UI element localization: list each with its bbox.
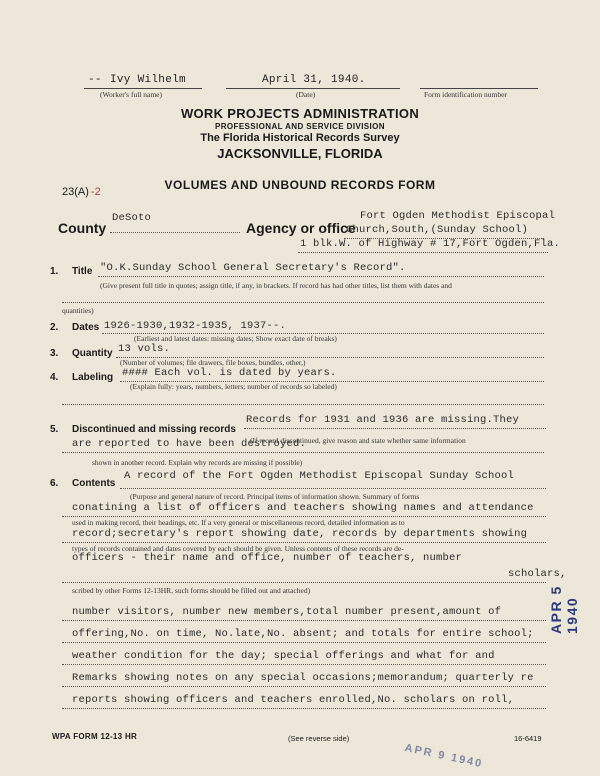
contents-value-head: A record of the Fort Ogden Methodist Episcopal Sunday School [124,470,515,482]
county-underline [110,232,240,233]
discontinued-value-1: Records for 1931 and 1936 are missing.They [246,414,520,426]
discontinued-field-num: 5. [50,424,59,435]
date-caption: (Date) [296,90,316,99]
form-title: VOLUMES AND UNBOUND RECORDS FORM [164,178,436,192]
worker-underline [84,88,202,89]
contents-underline-3 [62,542,546,543]
footer-reverse-note: (See reverse side) [288,734,350,743]
county-value: DeSoto [112,212,152,224]
labeling-field-num: 4. [50,372,59,383]
contents-underline-5 [62,620,546,621]
form-id-underline [420,88,538,89]
dates-help: (Earliest and latest dates: missing dates; Show exact date of breaks) [134,334,337,343]
agency-heading: WORK PROJECTS ADMINISTRATION [180,106,420,121]
contents-help-b: used in making record, their headings, etc. If a very general or miscellaneous record, detailed information as to [72,518,405,527]
quantity-help: (Number of volumes; file drawers, file boxes, bundles, other,) [120,358,306,367]
dates-field-label: Dates [72,322,100,333]
form-date: April 31, 1940. [262,74,366,86]
contents-field-label: Contents [72,478,116,489]
division-heading: PROFESSIONAL AND SERVICE DIVISION [215,122,385,131]
contents-underline-7 [62,664,546,665]
footer-form-name: WPA FORM 12-13 HR [52,732,138,741]
agency-line-1: Fort Ogden Methodist Episcopal [360,210,556,222]
dates-field-num: 2. [50,322,59,333]
contents-value-4: officers - their name and office, number of teachers, number [72,552,463,564]
contents-underline-6 [62,642,546,643]
received-stamp-bottom: APR 9 1940 [403,742,485,771]
received-stamp-side: APR 5 1940 [548,585,580,634]
agency-line-3: 1 blk.W. of Highway # 17,Fort Ogden,Fla. [300,238,561,250]
labeling-field-label: Labeling [72,372,114,383]
discontinued-field-label: Discontinued and missing records [72,424,236,435]
contents-value-3: record;secretary's report showing date, records by departments showing [72,528,528,540]
labeling-help: (Explain fully: years, numbers, letters; number of records so labeled) [130,382,337,391]
contents-underline-4 [62,582,546,583]
date-underline [226,88,400,89]
contents-value-2: conatining a list of officers and teachers showing names and attendance [72,502,534,514]
city-heading: JACKSONVILLE, FLORIDA [217,146,383,161]
agency-line-2: Church,South,(Sunday School) [346,224,529,236]
labeling-underline-2 [62,404,544,405]
title-underline-2 [62,302,544,303]
contents-line-3: weather condition for the day; special offerings and what for and [72,650,495,662]
worker-caption: (Worker's full name) [100,90,162,99]
contents-underline-9 [62,708,546,709]
contents-help-a: (Purpose and general nature of record. Principal items of information shown. Summary of forms [130,492,420,501]
contents-help-c: types of records contained and dates covered by each should be given. Unless contents of these records are de- [72,544,404,553]
discontinued-underline-2 [62,452,544,453]
footer-code: 16-6419 [514,734,542,743]
contents-line-1: number visitors, number new members,total number present,amount of [72,606,502,618]
discontinued-value-2: are reported to have been destroyed. [72,438,307,450]
title-underline [98,276,544,277]
contents-value-4b: scholars, [508,568,567,580]
contents-field-num: 6. [50,478,59,489]
discontinued-help-1: (If record discontinued, give reason and state whether same information [250,436,466,445]
title-help-1: (Give present full title in quotes; assign title, if any, in brackets. If record has had other titles, list them with dates and [100,281,452,290]
quantity-field-value: 13 vols. [118,343,171,355]
discontinued-underline [244,428,546,429]
contents-line-4: Remarks showing notes on any special occasions;memorandum; quarterly re [72,672,534,684]
dates-field-value: 1926-1930,1932-1935, 1937--. [104,320,287,332]
contents-underline-8 [62,686,546,687]
agency-label: Agency or office [246,220,356,236]
labeling-field-value: #### Each vol. is dated by years. [122,367,337,379]
contents-underline-2 [62,516,546,517]
worker-dash: -- [88,74,102,86]
form-id-caption: Form identification number [424,90,507,99]
agency-underline-2 [298,252,548,253]
title-field-value: "O.K.Sunday School General Secretary's Record". [100,262,406,274]
discontinued-help-2: shown in another record. Explain why records are missing if possible) [92,458,303,467]
contents-underline-1 [120,488,546,489]
county-label: County [58,220,107,236]
title-field-num: 1. [50,266,59,277]
survey-heading: The Florida Historical Records Survey [200,132,400,144]
contents-line-5: reports showing officers and teachers enrolled,No. scholars on roll, [72,694,515,706]
form-number-mark: -2 [90,186,101,198]
quantity-field-label: Quantity [72,348,113,359]
quantity-field-num: 3. [50,348,59,359]
form-number-value: 23(A) [62,186,89,198]
title-help-2: quantities) [62,306,94,315]
contents-line-2: offering,No. on time, No.late,No. absent; and totals for entire school; [72,628,534,640]
contents-help-d: scribed by other Forms 12-13HR, such forms should be filled out and attached) [72,586,311,595]
title-field-label: Title [72,266,93,277]
worker-name: Ivy Wilhelm [110,74,186,86]
